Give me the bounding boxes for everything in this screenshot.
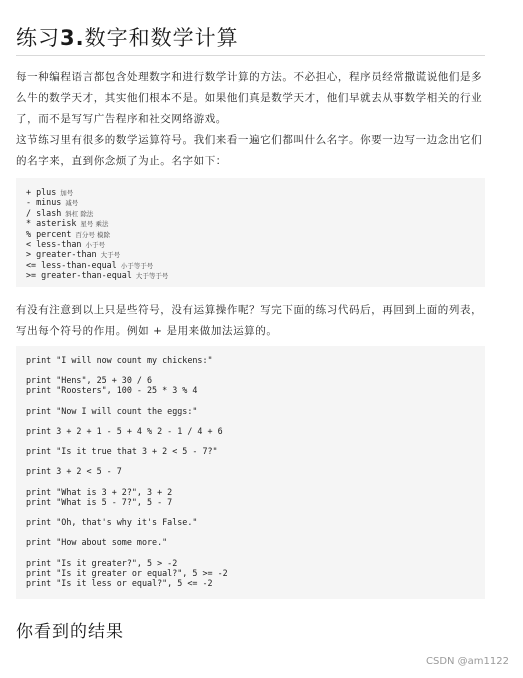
symbols-intro-paragraph: 这节练习里有很多的数学运算符号。我们来看一遍它们都叫什么名字。你要一边写一边念出它们的名字来，直到你念烦了为止。名字如下： — [16, 134, 483, 167]
title-divider — [16, 55, 485, 56]
symbol-line: >= greater-than-equal 大于等于号 — [26, 270, 169, 281]
symbols-code-block — [16, 178, 485, 287]
code-blank-line — [26, 365, 485, 375]
symbol-line: % percent 百分号 模除 — [26, 228, 110, 239]
code-line: print "Hens", 25 + 30 / 6 — [26, 375, 153, 386]
results-heading: 你看到的结果 — [16, 622, 124, 642]
code-blank-line — [26, 436, 485, 446]
symbol-line: * asterisk 星号 乘法 — [26, 218, 109, 229]
code-line: print "How about some more." — [26, 537, 168, 548]
symbol-line: < less-than 小于号 — [26, 238, 105, 249]
code-blank-line — [26, 547, 485, 557]
symbol-line: - minus 减号 — [26, 197, 79, 208]
code-blank-line — [26, 507, 485, 517]
code-line: print "Is it true that 3 + 2 < 5 - 7?" — [26, 446, 218, 457]
title-prefix: 练习 — [16, 26, 60, 50]
code-blank-line — [26, 476, 485, 486]
page-title — [16, 24, 239, 52]
code-blank-line — [26, 456, 485, 466]
title-suffix: 数字和数学计算 — [84, 26, 239, 50]
watermark: CSDN @am1122 — [425, 656, 509, 667]
intro-paragraph: 每一种编程语言都包含处理数字和进行数学计算的方法。不必担心，程序员经常撒谎说他们是多么牛的数学天才，其实他们根本不是。如果他们真是数学天才，他们早就去从事数学相关的行业了，而不是写写广告程序和社交网络游戏。 — [16, 71, 483, 125]
code-blank-line — [26, 527, 485, 537]
code-line: print "Is it greater?", 5 > -2 — [26, 557, 178, 568]
code-blank-line — [26, 416, 485, 426]
symbol-line: / slash 斜杠 除法 — [26, 207, 94, 218]
exercise-code-block — [16, 346, 485, 599]
code-line: print "What is 5 - 7?", 5 - 7 — [26, 496, 173, 507]
exercise-intro-paragraph: 有没有注意到以上只是些符号，没有运算操作呢？写完下面的练习代码后，再回到上面的列表，写出每个符号的作用。例如 + 是用来做加法运算的。 — [16, 304, 483, 337]
code-line: print "Oh, that's why it's False." — [26, 517, 198, 528]
symbol-line: > greater-than 大于号 — [26, 249, 121, 260]
code-line: print 3 + 2 < 5 - 7 — [26, 466, 122, 477]
code-line: print "Now I will count the eggs:" — [26, 405, 198, 416]
title-number: 3. — [60, 26, 85, 50]
symbol-line: <= less-than-equal 小于等于号 — [26, 259, 154, 270]
code-line: print "What is 3 + 2?", 3 + 2 — [26, 486, 173, 497]
code-line: print "Roosters", 100 - 25 * 3 % 4 — [26, 385, 198, 396]
code-blank-line — [26, 395, 485, 405]
code-line: print "I will now count my chickens:" — [26, 355, 213, 365]
code-line: print "Is it greater or equal?", 5 >= -2 — [26, 567, 228, 578]
code-line: print 3 + 2 + 1 - 5 + 4 % 2 - 1 / 4 + 6 — [26, 425, 223, 436]
symbol-line: + plus 加号 — [26, 187, 74, 197]
code-line: print "Is it less or equal?", 5 <= -2 — [26, 577, 213, 588]
